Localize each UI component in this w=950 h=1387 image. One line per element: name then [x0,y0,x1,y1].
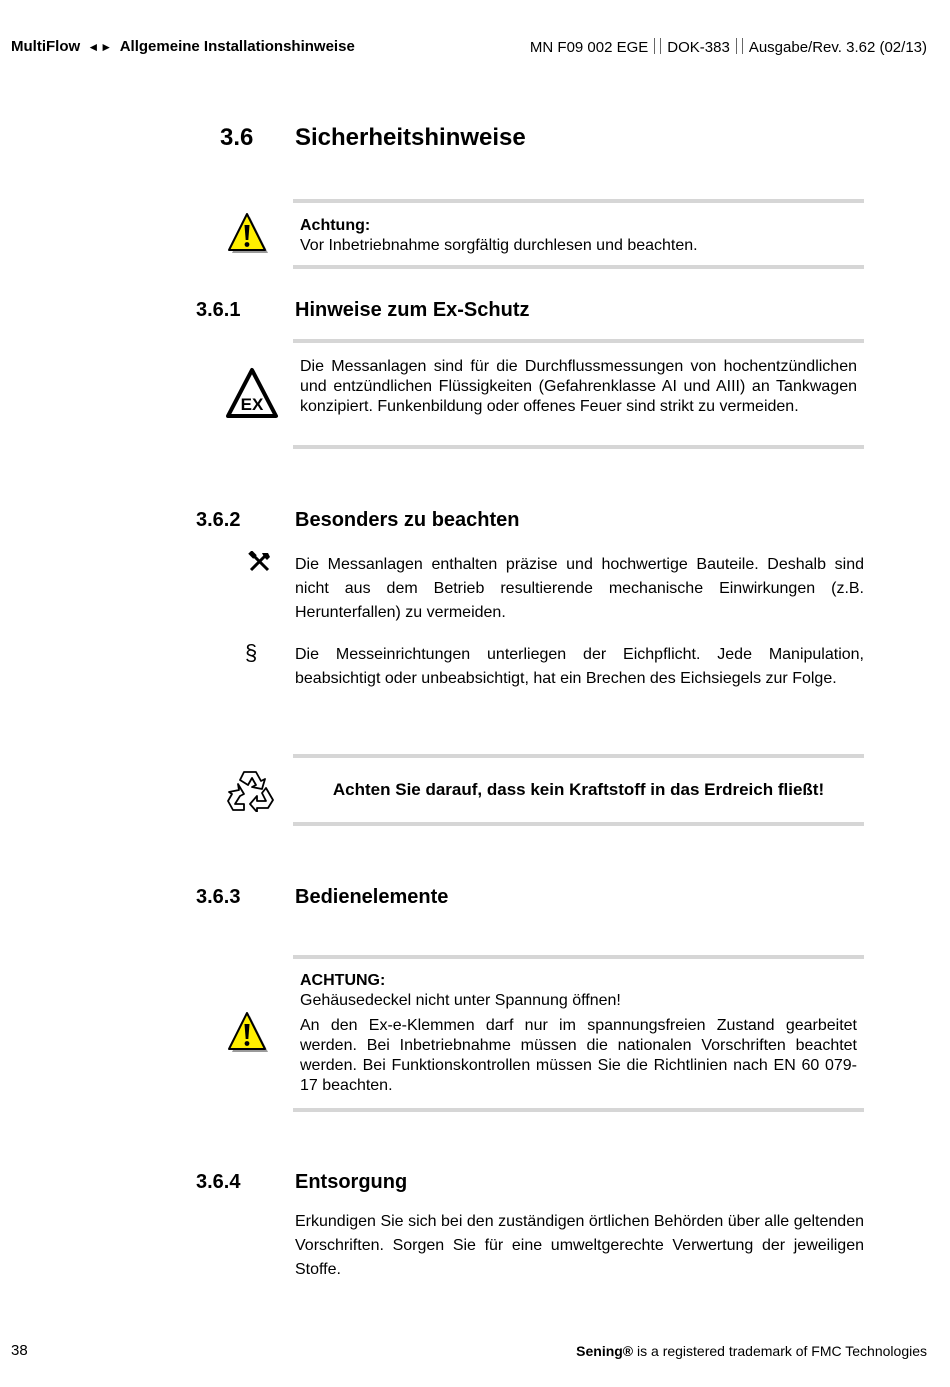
header-separator [654,38,661,54]
subsection-title: Bedienelemente [295,886,449,908]
header-doc-id: DOK-383 [667,39,730,56]
subsection-number: 3.6.3 [196,886,241,908]
subsection-number: 3.6.4 [196,1171,241,1193]
notice-label: Achtung: [300,217,371,234]
subsection-title: Besonders zu beachten [295,509,520,531]
section-number: 3.6 [220,124,254,151]
notice-text: Vor Inbetriebnahme sorgfältig durchlesen und beachten. [300,237,698,254]
paragraph-icon: § [245,640,258,665]
warning-icon [226,1011,270,1055]
notice-box-controls [293,955,864,1112]
notice-label: ACHTUNG: [300,972,386,989]
subsection-title: Hinweise zum Ex-Schutz [295,299,530,321]
header-doc-info [530,38,927,56]
header-section: Allgemeine Installationshinweise [119,38,355,55]
subsection-title: Entsorgung [295,1171,408,1193]
header-doc-code: MN F09 002 EGE [529,39,649,56]
footer-brand: Sening® [576,1343,634,1359]
notice-box-eco [293,754,864,826]
footer-trademark-text: is a registered trademark of FMC Technologies [637,1343,927,1359]
section-title: Sicherheitshinweise [295,124,526,151]
notice-box-attention [293,199,864,269]
subsection-number: 3.6.2 [196,509,241,531]
warning-icon [226,212,270,256]
paragraph: Die Messeinrichtungen unterliegen der Eichpflicht. Jede Manipulation, beabsichtigt oder unbeabsichtigt, hat ein Brechen des Eichsiegels zur Folge. [295,646,864,687]
page-number: 38 [11,1342,28,1359]
header-arrows: ◄► [87,40,114,54]
recycling-icon [226,768,278,812]
header-title [11,38,355,55]
header-revision: Ausgabe/Rev. 3.62 (02/13) [748,39,927,56]
notice-box-ex [293,339,864,449]
ex-icon-label: EX [240,395,264,414]
ex-protection-text: Die Messanlagen sind für die Durchflussmessungen von hochentzündlichen und entzündlichen Flüssigkeiten (Gefahrenklasse AI und AIII) an Tankwagen konzipiert. Funkenbildung oder offenes Feuer sind strikt zu vermeiden. [300,358,857,415]
header-product: MultiFlow [11,38,81,55]
tools-icon [248,551,272,573]
notice-text: An den Ex-e-Klemmen darf nur im spannungsfreien Zustand gearbeitet werden. Bei Inbetriebnahme müssen die nationalen Vorschriften beachtet werden. Bei Funktionskontrollen müssen Sie die Richtlinien nach EN 60 079-17 beachten. [300,1017,857,1094]
footer-trademark [576,1343,927,1359]
paragraph: Erkundigen Sie sich bei den zuständigen örtlichen Behörden über alle geltenden Vorschriften. Sorgen Sie für eine umweltgerechte Verwertung der jeweiligen Stoffe. [295,1213,864,1278]
eco-notice-text: Achten Sie darauf, dass kein Kraftstoff in das Erdreich fließt! [332,780,825,799]
notice-line: Gehäusedeckel nicht unter Spannung öffnen! [300,992,621,1009]
paragraph: Die Messanlagen enthalten präzise und hochwertige Bauteile. Deshalb sind nicht aus dem Betrieb resultierende mechanische Einwirkungen (z.B. Herunterfallen) zu vermeiden. [295,556,864,621]
header-separator [736,38,743,54]
subsection-number: 3.6.1 [196,299,241,321]
ex-protection-icon [226,366,280,420]
